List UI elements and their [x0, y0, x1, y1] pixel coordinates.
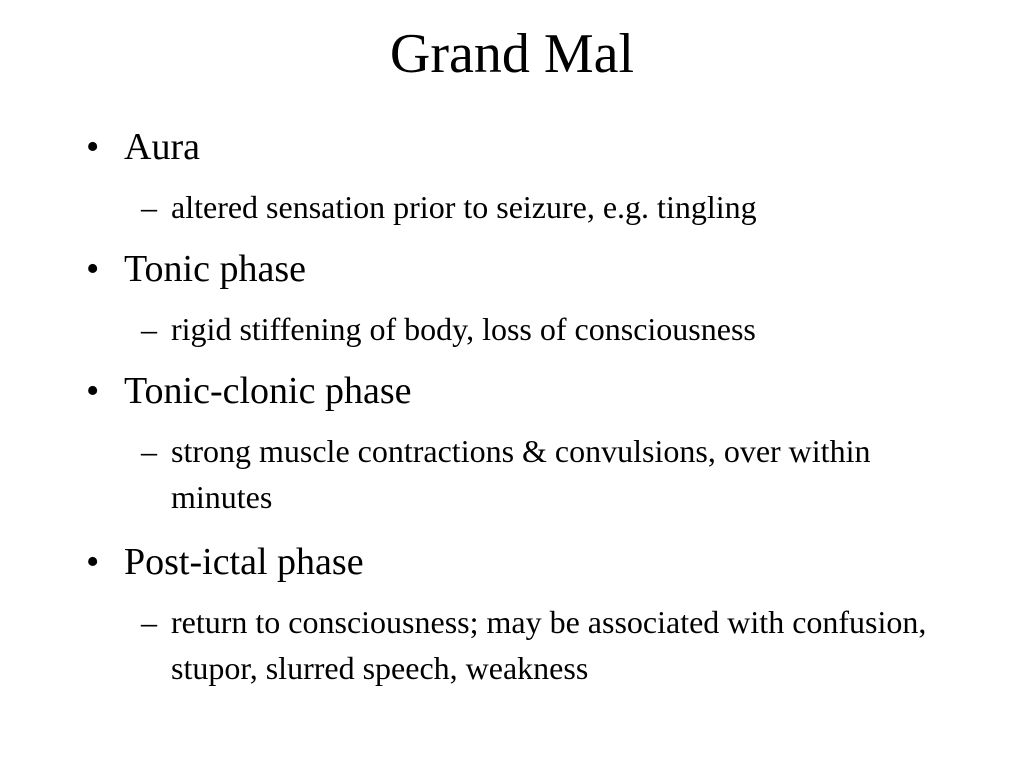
sub-bullet-post-ictal-phase	[141, 599, 961, 691]
bullet-icon: •	[86, 541, 100, 583]
sub-bullet-tonic-clonic-phase	[141, 428, 961, 520]
sub-bullet-text: strong muscle contractions & convulsions, over within minutes	[171, 433, 871, 515]
sub-bullet-text: altered sensation prior to seizure, e.g. tingling	[171, 189, 757, 225]
dash-icon: –	[141, 604, 157, 640]
dash-icon: –	[141, 433, 157, 469]
bullet-icon: •	[86, 126, 100, 168]
sub-bullet-text: rigid stiffening of body, loss of consciousness	[171, 311, 756, 347]
bullet-item-tonic-phase	[86, 247, 306, 291]
sub-bullet-aura	[141, 184, 961, 230]
dash-icon: –	[141, 189, 157, 225]
bullet-heading: Post-ictal phase	[124, 541, 364, 583]
sub-bullet-tonic-phase	[141, 306, 961, 352]
bullet-heading: Tonic phase	[124, 248, 307, 290]
bullet-item-aura	[86, 125, 200, 169]
dash-icon: –	[141, 311, 157, 347]
bullet-heading: Aura	[124, 126, 200, 168]
sub-bullet-text: return to consciousness; may be associated with confusion, stupor, slurred speech, weakness	[171, 604, 927, 686]
bullet-icon: •	[86, 248, 100, 290]
bullet-heading: Tonic-clonic phase	[124, 370, 412, 412]
bullet-icon: •	[86, 370, 100, 412]
slide-title: Grand Mal	[389, 23, 635, 85]
bullet-item-post-ictal-phase	[86, 540, 364, 584]
bullet-item-tonic-clonic-phase	[86, 369, 412, 413]
